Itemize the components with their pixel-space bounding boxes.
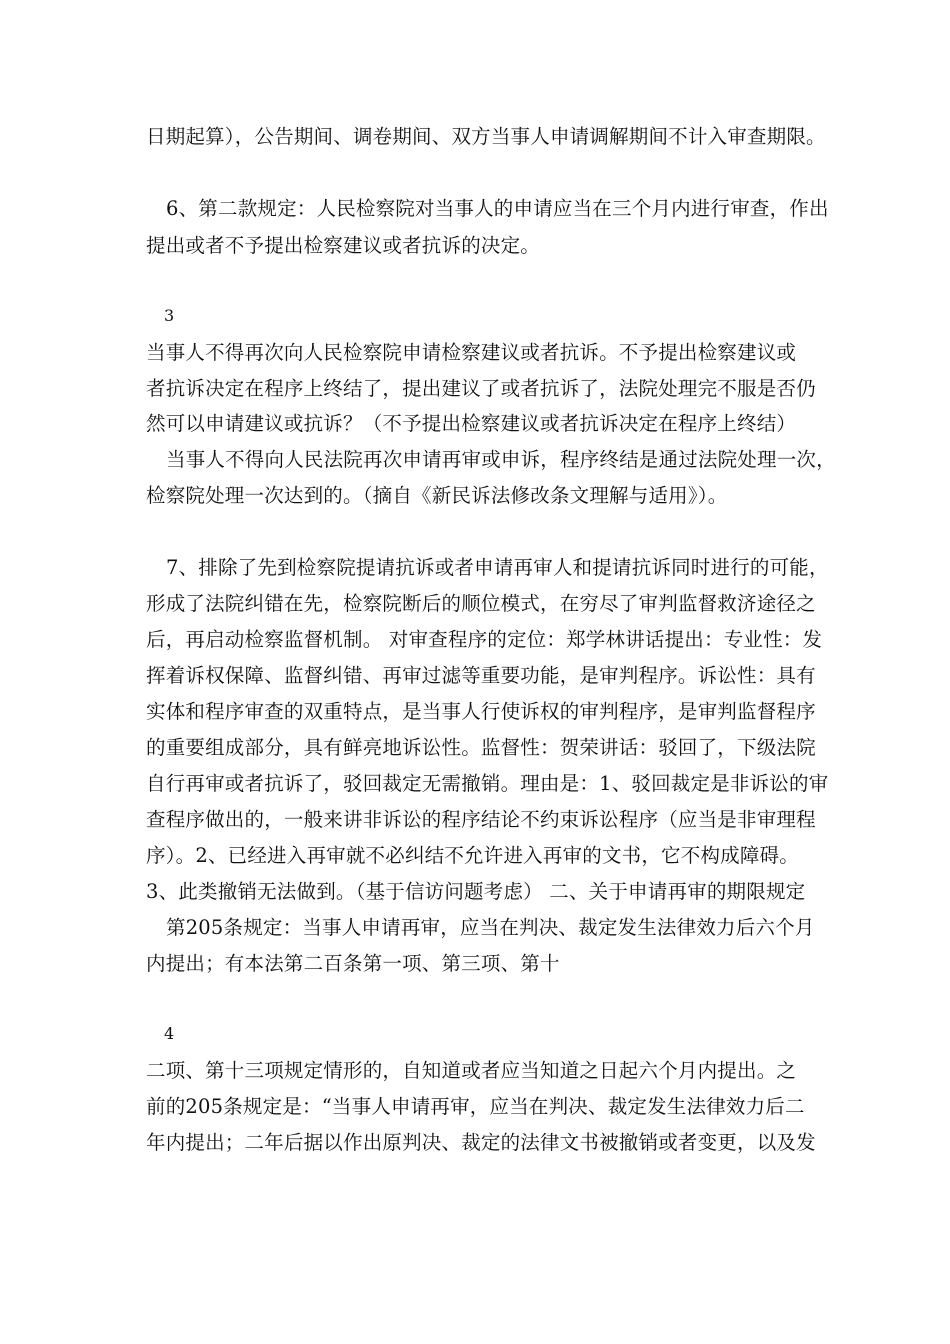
text-line: 6、第二款规定：人民检察院对当事人的申请应当在三个月内进行审查，作出 xyxy=(166,197,829,220)
text-line: 查程序做出的，一般来讲非诉讼的程序结论不约束诉讼程序（应当是非审理程 xyxy=(146,808,816,831)
text-line: 二项、第十三项规定情形的，自知道或者应当知道之日起六个月内提出。之 xyxy=(146,1059,797,1082)
text-line: 后，再启动检察监督机制。 对审查程序的定位：郑学林讲话提出：专业性：发 xyxy=(146,628,823,651)
text-line: 当事人不得再次向人民检察院申请检察建议或者抗诉。不予提出检察建议或 xyxy=(146,341,797,364)
text-line: 者抗诉决定在程序上终结了，提出建议了或者抗诉了，法院处理完不服是否仍 xyxy=(146,377,816,400)
text-line: 的重要组成部分，具有鲜亮地诉讼性。监督性：贺荣讲话：驳回了，下级法院 xyxy=(146,736,816,759)
text-line: 内提出；有本法第二百条第一项、第三项、第十 xyxy=(146,952,560,975)
page-number: 3 xyxy=(164,306,175,325)
text-line: 年内提出；二年后据以作出原判决、裁定的法律文书被撤销或者变更，以及发 xyxy=(146,1131,816,1154)
text-line: 挥着诉权保障、监督纠错、再审过滤等重要功能，是审判程序。诉讼性：具有 xyxy=(146,664,816,687)
text-line: 日期起算），公告期间、调卷期间、双方当事人申请调解期间不计入审查期限。 xyxy=(146,125,826,148)
text-line: 检察院处理一次达到的。（摘自《新民诉法修改条文理解与适用》）。 xyxy=(146,484,728,507)
text-line: 当事人不得向人民法院再次申请再审或申诉，程序终结是通过法院处理一次， xyxy=(166,448,836,471)
text-line: 形成了法院纠错在先，检察院断后的顺位模式，在穷尽了审判监督救济途径之 xyxy=(146,592,816,615)
text-line: 3、此类撤销无法做到。（基于信访问题考虑） 二、关于申请再审的期限规定 xyxy=(146,880,806,903)
text-line: 7、排除了先到检察院提请抗诉或者申请再审人和提请抗诉同时进行的可能， xyxy=(166,556,829,579)
text-line: 前的205条规定是：“当事人申请再审，应当在判决、裁定发生法律效力后二 xyxy=(146,1095,805,1118)
text-line: 序）。2、已经进入再审就不必纠结不允许进入再审的文书，它不构成障碍。 xyxy=(146,844,799,867)
page-number: 4 xyxy=(164,1024,175,1043)
text-line: 然可以申请建议或抗诉？（不予提出检察建议或者抗诉决定在程序上终结） xyxy=(146,412,797,435)
text-line: 自行再审或者抗诉了，驳回裁定无需撤销。理由是：1、驳回裁定是非诉讼的审 xyxy=(146,772,829,795)
text-line: 实体和程序审查的双重特点，是当事人行使诉权的审判程序，是审判监督程序 xyxy=(146,700,816,723)
text-line: 第205条规定：当事人申请再审，应当在判决、裁定发生法律效力后六个月 xyxy=(166,916,815,939)
text-line: 提出或者不予提出检察建议或者抗诉的决定。 xyxy=(146,234,541,257)
